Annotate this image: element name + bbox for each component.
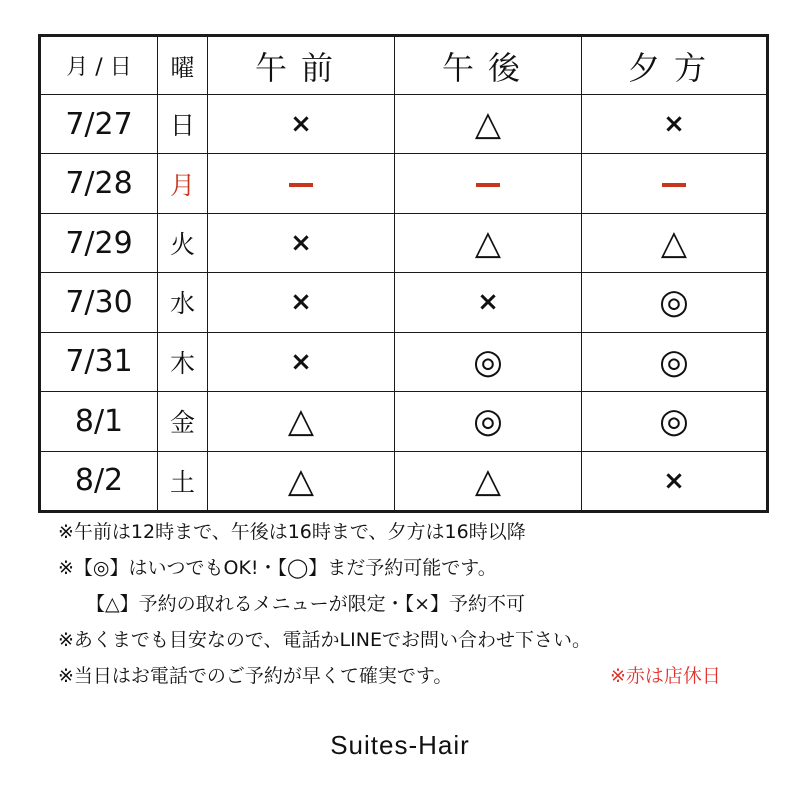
weekday-cell: 金 bbox=[158, 392, 208, 451]
slot-cell-afternoon bbox=[395, 273, 582, 332]
note-legend-limited: 【△】予約の取れるメニューが限定・【×】予約不可 bbox=[86, 593, 526, 615]
note-hours: ※午前は12時まで、午後は16時まで、夕方は16時以降 bbox=[58, 521, 526, 543]
slot-cell-afternoon bbox=[395, 332, 582, 391]
slot-cell-morning bbox=[208, 392, 395, 451]
slot-cell-morning bbox=[208, 95, 395, 154]
header-afternoon: 午後 bbox=[395, 36, 582, 95]
weekday-cell: 木 bbox=[158, 332, 208, 391]
date-cell: 7/27 bbox=[40, 95, 158, 154]
slot-cell-afternoon bbox=[395, 154, 582, 213]
header-evening: 夕方 bbox=[582, 36, 768, 95]
slot-cell-evening bbox=[582, 273, 768, 332]
weekday-cell: 日 bbox=[158, 95, 208, 154]
date-cell: 7/28 bbox=[40, 154, 158, 213]
unavailable-mark: × bbox=[290, 346, 312, 377]
slot-cell-afternoon bbox=[395, 95, 582, 154]
note-sameday bbox=[58, 658, 778, 694]
slot-cell-evening bbox=[582, 332, 768, 391]
closed-mark bbox=[476, 183, 500, 187]
available-mark: ◎ bbox=[659, 341, 689, 382]
table-row bbox=[40, 392, 768, 451]
slot-cell-morning bbox=[208, 451, 395, 511]
available-mark: ◎ bbox=[473, 401, 503, 442]
closed-mark bbox=[662, 183, 686, 187]
limited-mark: △ bbox=[287, 460, 315, 501]
weekday-cell: 土 bbox=[158, 451, 208, 511]
table-row bbox=[40, 95, 768, 154]
slot-cell-evening bbox=[582, 451, 768, 511]
weekday-cell: 月 bbox=[158, 154, 208, 213]
available-mark: ◎ bbox=[659, 401, 689, 442]
limited-mark: △ bbox=[660, 223, 688, 264]
header-date: 月 / 日 bbox=[40, 36, 158, 95]
date-cell: 8/2 bbox=[40, 451, 158, 511]
unavailable-mark: × bbox=[477, 287, 499, 318]
slot-cell-afternoon bbox=[395, 451, 582, 511]
table-row bbox=[40, 451, 768, 511]
table-row bbox=[40, 154, 768, 213]
unavailable-mark: × bbox=[663, 109, 685, 140]
table-header-row bbox=[40, 36, 768, 95]
limited-mark: △ bbox=[474, 104, 502, 145]
slot-cell-evening bbox=[582, 154, 768, 213]
date-cell: 7/30 bbox=[40, 273, 158, 332]
slot-cell-afternoon bbox=[395, 213, 582, 272]
weekday-cell: 水 bbox=[158, 273, 208, 332]
unavailable-mark: × bbox=[290, 228, 312, 259]
salon-name: Suites-Hair bbox=[330, 730, 470, 760]
date-cell: 7/31 bbox=[40, 332, 158, 391]
header-weekday: 曜 bbox=[158, 36, 208, 95]
unavailable-mark: × bbox=[290, 287, 312, 318]
limited-mark: △ bbox=[474, 460, 502, 501]
availability-table bbox=[38, 34, 769, 513]
unavailable-mark: × bbox=[663, 465, 685, 496]
slot-cell-morning bbox=[208, 154, 395, 213]
date-cell: 8/1 bbox=[40, 392, 158, 451]
available-mark: ◎ bbox=[659, 282, 689, 323]
header-morning: 午前 bbox=[208, 36, 395, 95]
table-row bbox=[40, 213, 768, 272]
note-sameday-text: ※当日はお電話でのご予約が早くて確実です。 bbox=[58, 665, 453, 687]
slot-cell-evening bbox=[582, 95, 768, 154]
slot-cell-evening bbox=[582, 213, 768, 272]
slot-cell-morning bbox=[208, 273, 395, 332]
slot-cell-evening bbox=[582, 392, 768, 451]
available-mark: ◎ bbox=[473, 341, 503, 382]
slot-cell-morning bbox=[208, 213, 395, 272]
note-closed-days: ※赤は店休日 bbox=[610, 665, 721, 687]
note-legend-available: ※【◎】はいつでもOK!・【◯】まだ予約可能です。 bbox=[58, 557, 497, 579]
unavailable-mark: × bbox=[290, 109, 312, 140]
limited-mark: △ bbox=[287, 401, 315, 442]
closed-mark bbox=[289, 183, 313, 187]
slot-cell-afternoon bbox=[395, 392, 582, 451]
notes bbox=[58, 514, 778, 694]
note-contact: ※あくまでも目安なので、電話かLINEでお問い合わせ下さい。 bbox=[58, 629, 591, 651]
slot-cell-morning bbox=[208, 332, 395, 391]
table-row bbox=[40, 332, 768, 391]
weekday-cell: 火 bbox=[158, 213, 208, 272]
date-cell: 7/29 bbox=[40, 213, 158, 272]
limited-mark: △ bbox=[474, 223, 502, 264]
table-row bbox=[40, 273, 768, 332]
